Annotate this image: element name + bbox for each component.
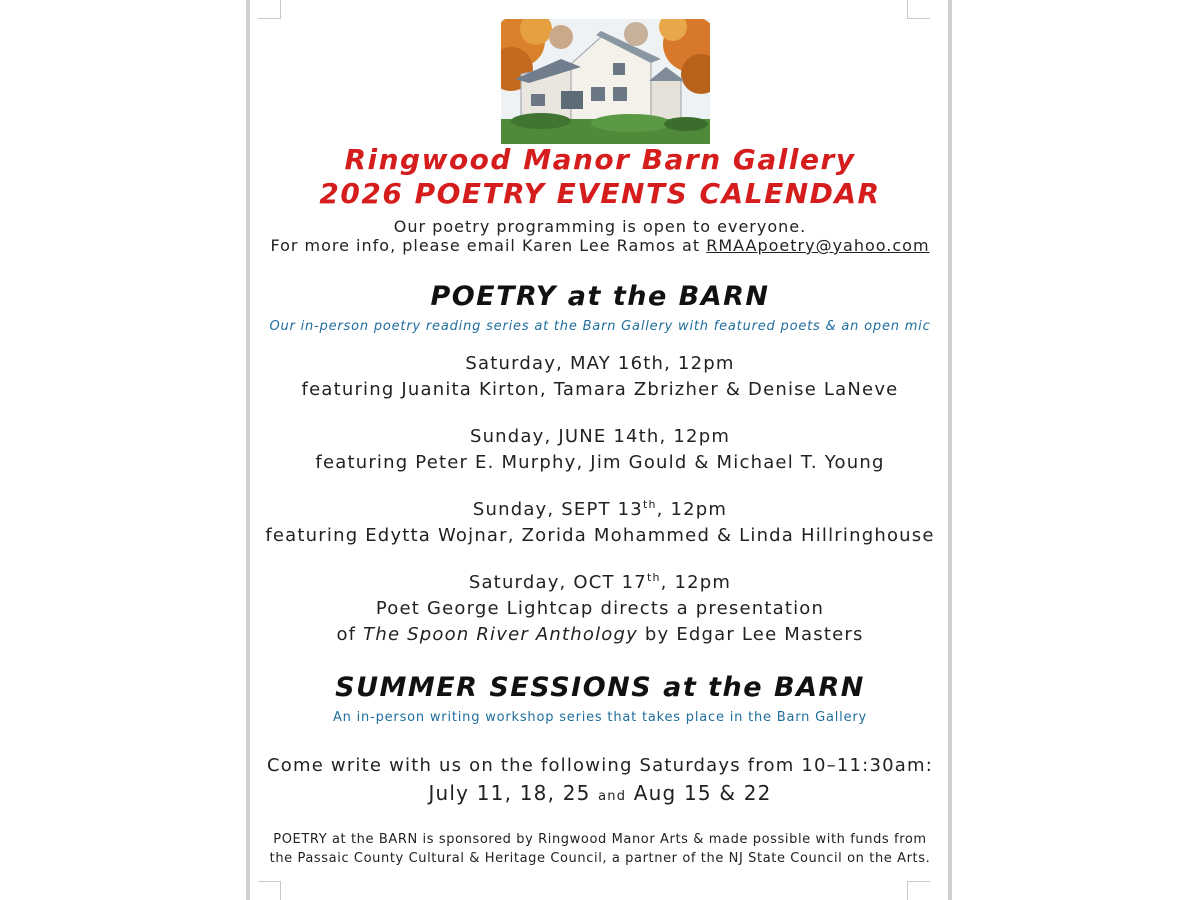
event-detail: featuring Juanita Kirton, Tamara Zbrizher & Denise LaNeve — [301, 379, 899, 400]
section-heading-poetry: POETRY at the BARN — [430, 281, 770, 312]
event-detail — [250, 624, 950, 645]
workshop-dates-aug: Aug 15 & 22 — [633, 781, 772, 805]
page-corner-mark — [258, 881, 281, 900]
workshop-dates-and: and — [598, 789, 627, 804]
section-heading-summer: SUMMER SESSIONS at the BARN — [335, 672, 865, 703]
book-title: The Spoon River Anthology — [363, 624, 638, 645]
event-title: Ringwood Manor Barn Gallery — [344, 143, 856, 176]
event-time: , 12pm — [660, 572, 732, 593]
sponsor-note: the Passaic County Cultural & Heritage Council, a partner of the NJ State Council on the Arts. — [269, 851, 931, 866]
event-date — [250, 499, 950, 520]
page-corner-mark — [907, 881, 930, 900]
contact-text: For more info, please email Karen Lee Ramos at — [270, 236, 701, 255]
workshop-dates-july: July 11, 18, 25 — [428, 781, 591, 805]
section-subtitle-summer: An in-person writing workshop series that takes place in the Barn Gallery — [332, 710, 868, 725]
event-date: Sunday, JUNE 14th, 12pm — [469, 426, 731, 447]
event-time: , 12pm — [656, 499, 728, 520]
section-subtitle-poetry: Our in-person poetry reading series at the Barn Gallery with featured poets & an open mic — [269, 319, 931, 334]
event-detail-text: of — [336, 624, 357, 645]
event-detail: featuring Edytta Wojnar, Zorida Mohammed & Linda Hillringhouse — [265, 525, 935, 546]
sponsor-note: POETRY at the BARN is sponsored by Ringwood Manor Arts & made possible with funds from — [273, 832, 927, 847]
event-date — [250, 572, 950, 593]
event-date-text: Sunday, SEPT 13 — [472, 499, 643, 520]
calendar-title: 2026 POETRY EVENTS CALENDAR — [319, 177, 881, 210]
intro-text: Our poetry programming is open to everyone. — [393, 217, 807, 236]
event-detail: Poet George Lightcap directs a presentation — [375, 598, 825, 619]
event-date: Saturday, MAY 16th, 12pm — [465, 353, 735, 374]
ordinal-suffix: th — [646, 571, 661, 584]
email-link[interactable]: RMAApoetry@yahoo.com — [706, 236, 930, 255]
workshop-schedule: Come write with us on the following Saturdays from 10–11:30am: — [267, 755, 933, 776]
workshop-dates — [250, 781, 950, 805]
event-date-text: Saturday, OCT 17 — [468, 572, 647, 593]
contact-line — [250, 236, 950, 255]
page-corner-mark — [258, 0, 281, 19]
page-corner-mark — [907, 0, 930, 19]
barn-gallery-painting — [501, 19, 710, 144]
event-detail-text: by Edgar Lee Masters — [644, 624, 864, 645]
ordinal-suffix: th — [642, 498, 657, 511]
event-detail: featuring Peter E. Murphy, Jim Gould & Michael T. Young — [315, 452, 885, 473]
